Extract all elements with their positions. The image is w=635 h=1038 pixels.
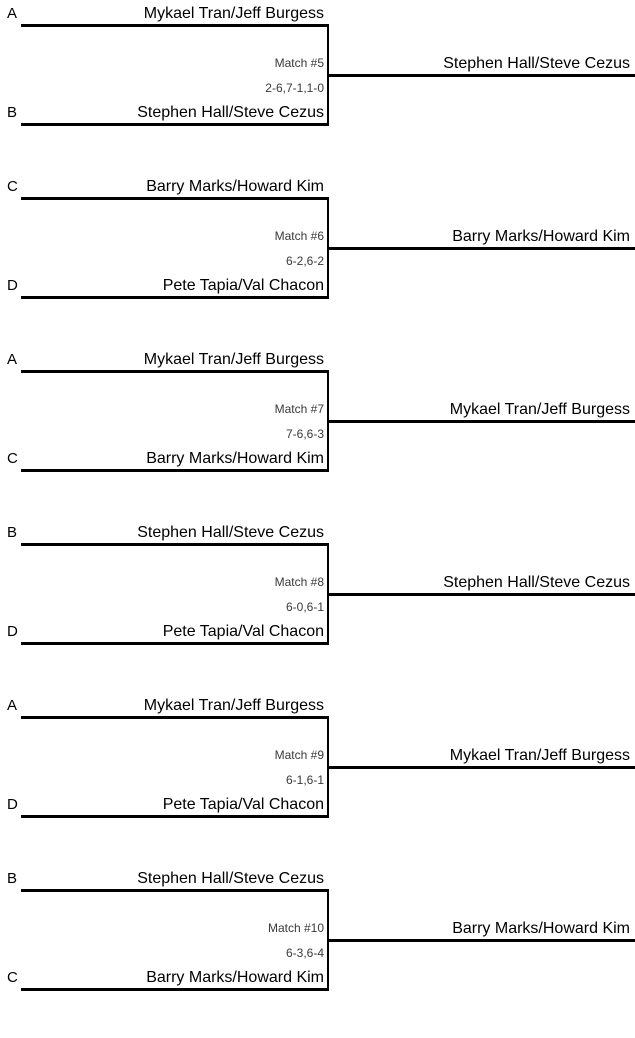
bottom-seed-letter: C: [7, 450, 18, 467]
bottom-team-name: Barry Marks/Howard Kim: [146, 450, 324, 467]
match-block: [0, 173, 635, 346]
match-block: [0, 865, 635, 1038]
bottom-team-name: Pete Tapia/Val Chacon: [162, 623, 324, 640]
bottom-team-line: [21, 469, 329, 472]
match-label: Match #6: [274, 229, 324, 243]
top-team-name: Mykael Tran/Jeff Burgess: [143, 5, 324, 22]
bottom-team-line: [21, 123, 329, 126]
top-team-line: [21, 543, 329, 546]
top-team-name: Stephen Hall/Steve Cezus: [137, 524, 324, 541]
bottom-team-name: Stephen Hall/Steve Cezus: [137, 104, 324, 121]
match-block: [0, 0, 635, 173]
match-score: 6-0,6-1: [285, 600, 324, 614]
winner-line: [327, 593, 635, 596]
bottom-team-name: Barry Marks/Howard Kim: [146, 969, 324, 986]
match-score: 6-1,6-1: [285, 773, 324, 787]
match-score: 6-2,6-2: [285, 254, 324, 268]
top-seed-letter: A: [7, 5, 18, 22]
top-seed-letter: B: [7, 870, 18, 887]
winner-team-name: Mykael Tran/Jeff Burgess: [449, 747, 630, 764]
top-team-line: [21, 197, 329, 200]
bottom-team-line: [21, 642, 329, 645]
match-block: [0, 346, 635, 519]
bottom-seed-letter: D: [7, 796, 18, 813]
top-team-line: [21, 370, 329, 373]
bottom-team-line: [21, 988, 329, 991]
match-score: 7-6,6-3: [285, 427, 324, 441]
top-seed-letter: C: [7, 178, 18, 195]
winner-team-name: Barry Marks/Howard Kim: [452, 228, 630, 245]
match-label: Match #8: [274, 575, 324, 589]
top-team-line: [21, 24, 329, 27]
bottom-team-line: [21, 815, 329, 818]
winner-line: [327, 939, 635, 942]
match-block: [0, 692, 635, 865]
top-seed-letter: A: [7, 697, 18, 714]
winner-line: [327, 74, 635, 77]
top-team-name: Mykael Tran/Jeff Burgess: [143, 697, 324, 714]
top-team-name: Mykael Tran/Jeff Burgess: [143, 351, 324, 368]
bottom-team-line: [21, 296, 329, 299]
bottom-seed-letter: B: [7, 104, 18, 121]
bottom-seed-letter: C: [7, 969, 18, 986]
match-score: 6-3,6-4: [285, 946, 324, 960]
winner-line: [327, 420, 635, 423]
winner-team-name: Stephen Hall/Steve Cezus: [443, 55, 630, 72]
bottom-seed-letter: D: [7, 623, 18, 640]
top-seed-letter: A: [7, 351, 18, 368]
match-label: Match #7: [274, 402, 324, 416]
match-block: [0, 519, 635, 692]
top-team-line: [21, 889, 329, 892]
top-team-name: Barry Marks/Howard Kim: [146, 178, 324, 195]
bottom-team-name: Pete Tapia/Val Chacon: [162, 796, 324, 813]
winner-line: [327, 247, 635, 250]
winner-team-name: Barry Marks/Howard Kim: [452, 920, 630, 937]
winner-team-name: Stephen Hall/Steve Cezus: [443, 574, 630, 591]
bottom-seed-letter: D: [7, 277, 18, 294]
winner-line: [327, 766, 635, 769]
match-label: Match #9: [274, 748, 324, 762]
winner-team-name: Mykael Tran/Jeff Burgess: [449, 401, 630, 418]
top-team-line: [21, 716, 329, 719]
match-label: Match #10: [267, 921, 324, 935]
top-team-name: Stephen Hall/Steve Cezus: [137, 870, 324, 887]
top-seed-letter: B: [7, 524, 18, 541]
match-label: Match #5: [274, 56, 324, 70]
match-score: 2-6,7-1,1-0: [265, 81, 324, 95]
bottom-team-name: Pete Tapia/Val Chacon: [162, 277, 324, 294]
